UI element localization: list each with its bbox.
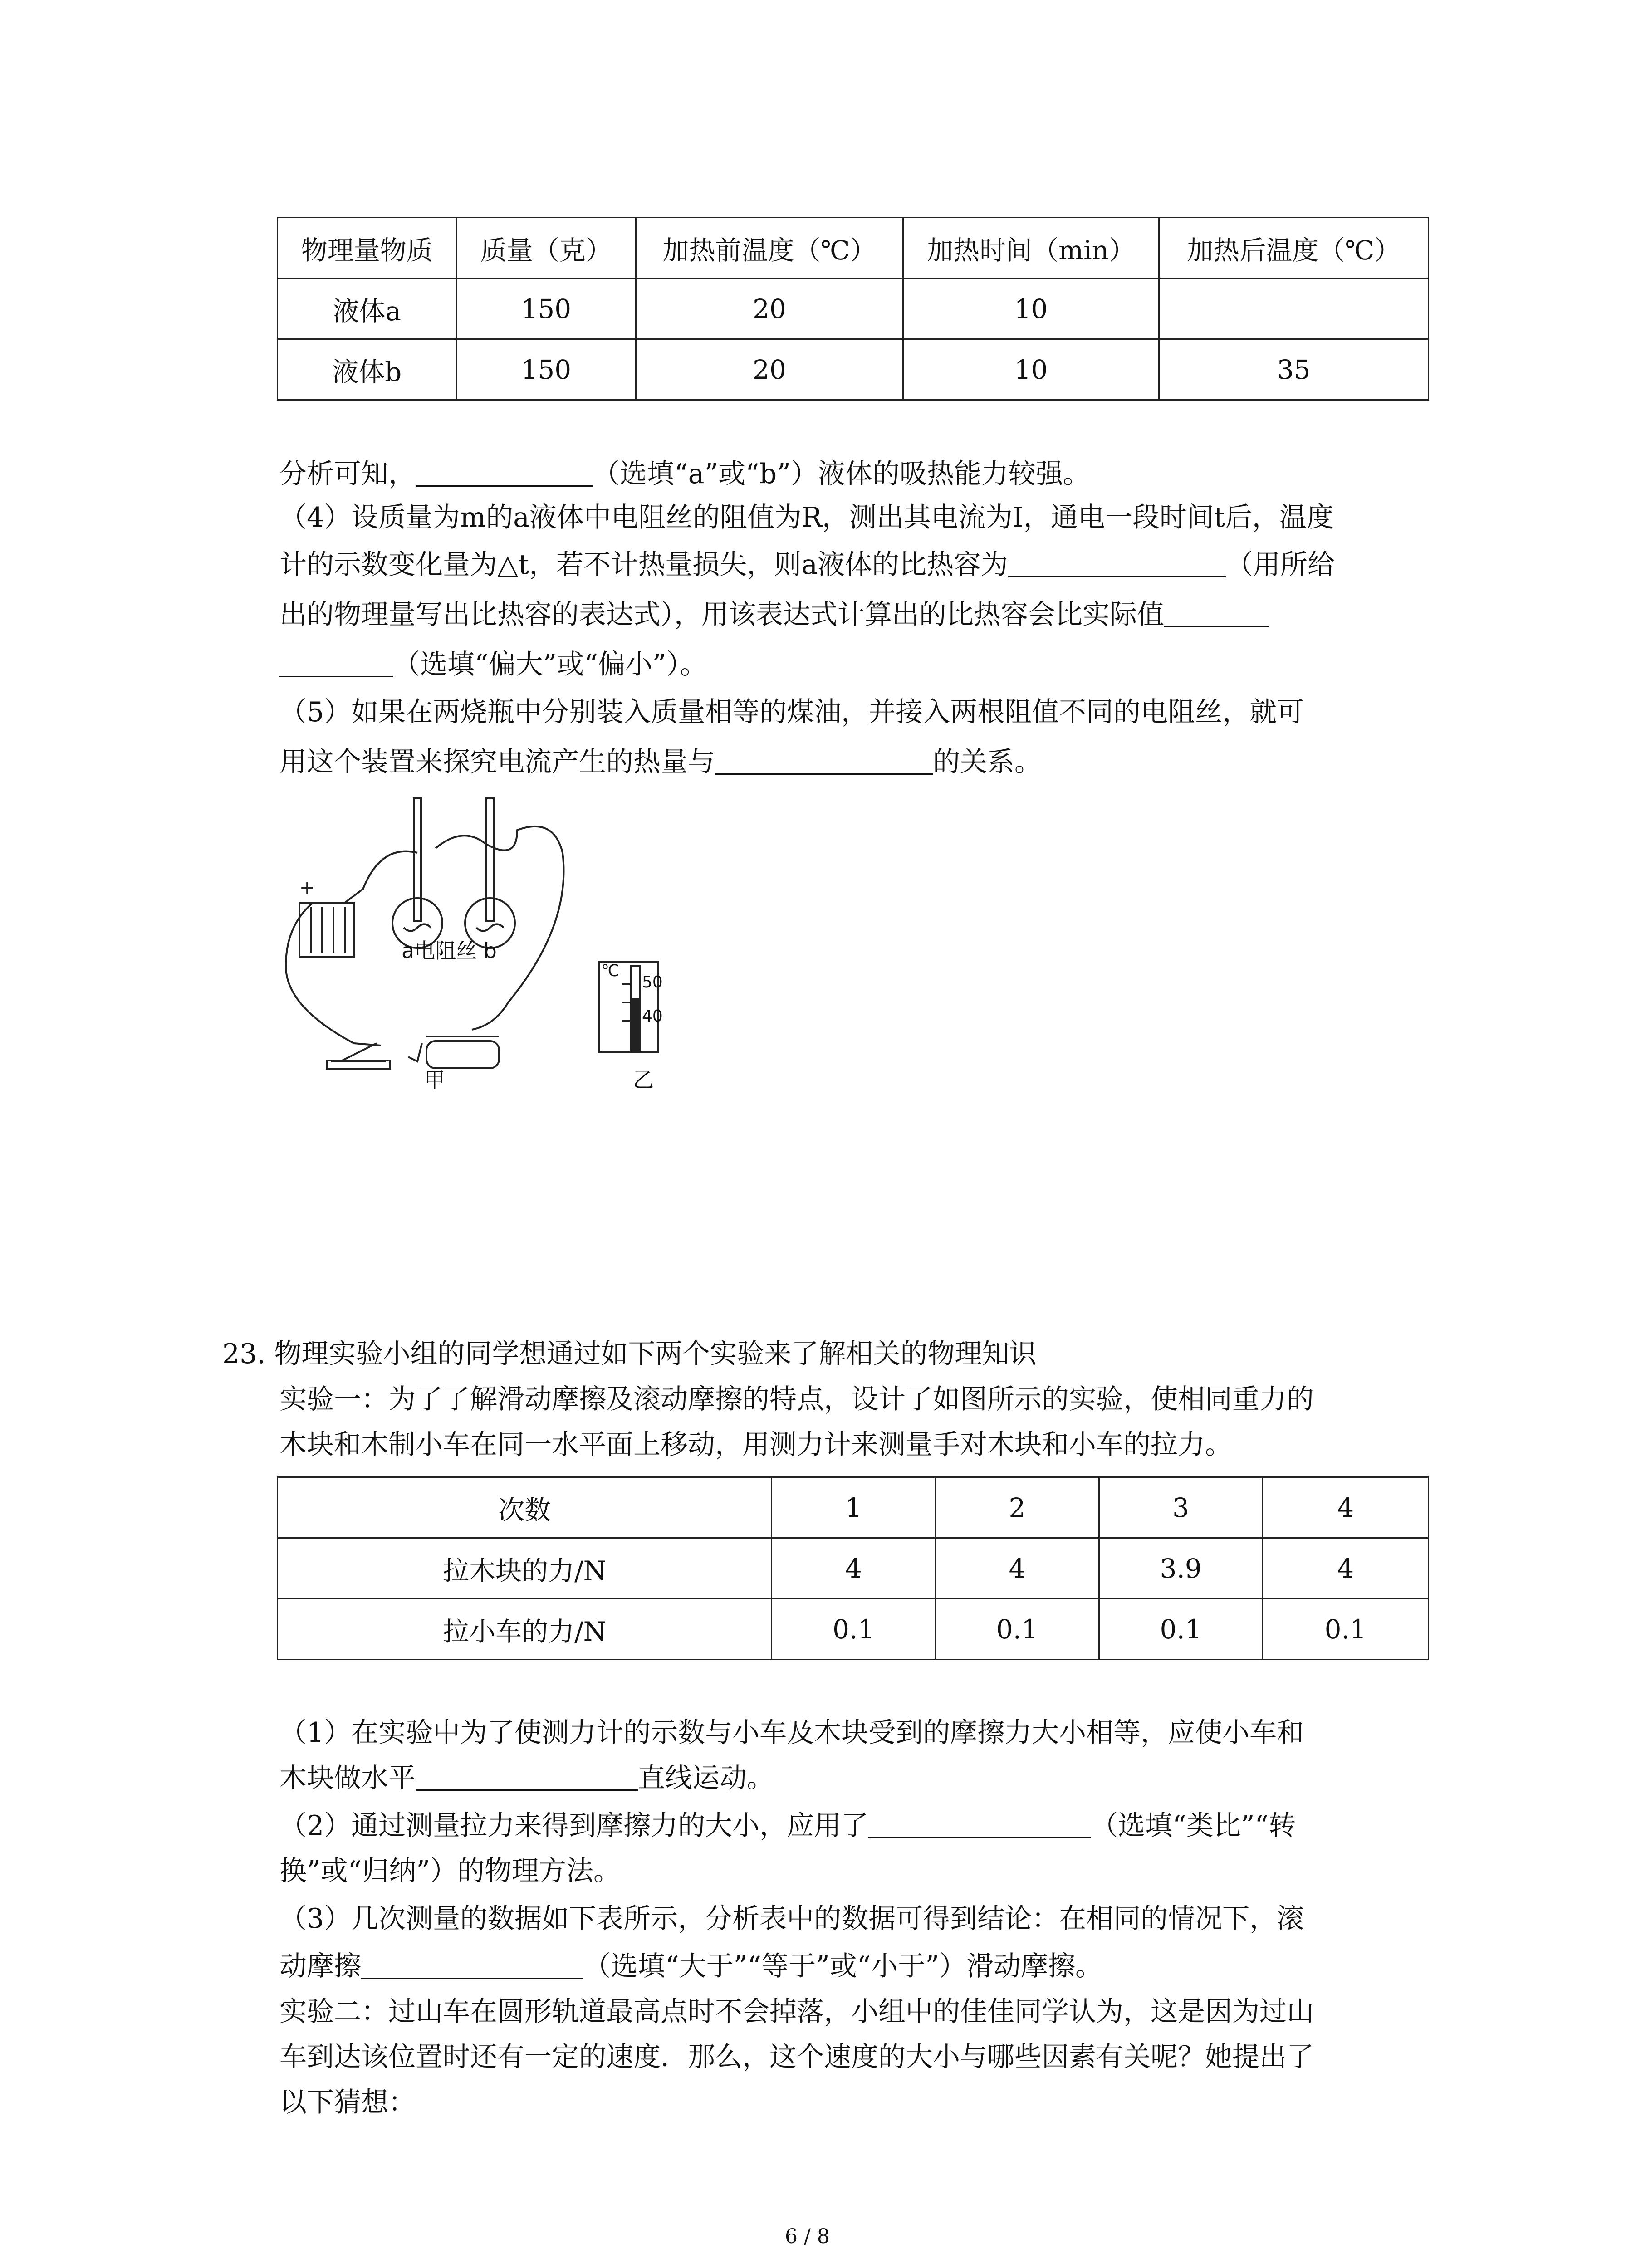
table-cell: 10 xyxy=(903,339,1159,400)
resistor-label: a电阻丝 b xyxy=(402,938,497,963)
table-cell: 拉木块的力/N xyxy=(278,1538,772,1599)
q23-p2-line-1 xyxy=(279,1805,1296,1846)
q23-p2-text-b: （选填“类比”“转 xyxy=(1091,1810,1296,1842)
answer-blank[interactable] xyxy=(361,1950,583,1979)
battery-plus-sign: + xyxy=(299,877,315,898)
q3-line xyxy=(279,454,1090,494)
q3-text-a: 分析可知， xyxy=(279,458,416,490)
table-header-cell: 加热后温度（℃） xyxy=(1159,218,1429,279)
table-row xyxy=(278,279,1429,339)
table-cell: 0.1 xyxy=(1099,1599,1263,1660)
table-cell: 150 xyxy=(456,279,636,339)
q23-exp2-line-1: 实验二：过山车在圆形轨道最高点时不会掉落，小组中的佳佳同学认为，这是因为过山 xyxy=(279,1996,1314,2028)
q23-p3-line-1: （3）几次测量的数据如下表所示，分析表中的数据可得到结论：在相同的情况下，滚 xyxy=(279,1903,1304,1935)
figure-label-yi: 乙 xyxy=(633,1068,654,1092)
q23-p2-line-2: 换”或“归纳”）的物理方法。 xyxy=(279,1855,621,1887)
table-cell: 10 xyxy=(903,279,1159,339)
q23-p2-text-a: （2）通过测量拉力来得到摩擦力的大小，应用了 xyxy=(279,1810,869,1842)
table-cell: 4 xyxy=(936,1538,1099,1599)
answer-blank[interactable] xyxy=(868,1810,1091,1838)
q23-title: 23. 物理实验小组的同学想通过如下两个实验来了解相关的物理知识 xyxy=(222,1338,1037,1370)
q23-p3-text-a: 动摩擦 xyxy=(279,1950,361,1982)
table-header-cell: 3 xyxy=(1099,1477,1263,1538)
resistor-b xyxy=(476,924,504,931)
liquid-heating-table xyxy=(277,217,1429,401)
wire xyxy=(408,1043,422,1061)
table-header-row xyxy=(278,1477,1429,1538)
experiment-figure xyxy=(272,789,726,1089)
q4-line-3 xyxy=(279,594,1269,635)
table-cell: 35 xyxy=(1159,339,1429,400)
q4-text-d: （选填“偏大”或“偏小”）。 xyxy=(393,649,707,680)
q4-text-b: （用所给 xyxy=(1226,549,1335,581)
table-header-cell: 物理量物质 xyxy=(278,218,456,279)
thermometer-tick-50: 50 xyxy=(642,973,663,992)
q4-text-a: 计的示数变化量为△t，若不计热量损失，则a液体的比热容为 xyxy=(279,549,1009,581)
q23-exp1-line-2: 木块和木制小车在同一水平面上移动，用测力计来测量手对木块和小车的拉力。 xyxy=(279,1429,1232,1461)
table-header-cell: 4 xyxy=(1263,1477,1429,1538)
q4-text-c: 出的物理量写出比热容的表达式），用该表达式计算出的比热容会比实际值 xyxy=(279,599,1164,631)
q5-text-a: 用这个装置来探究电流产生的热量与 xyxy=(279,746,715,778)
q5-text-b: 的关系。 xyxy=(933,746,1042,778)
answer-blank[interactable] xyxy=(715,746,933,775)
q23-exp2-line-3: 以下猜想： xyxy=(279,2087,416,2118)
table-cell: 液体a xyxy=(278,279,456,339)
wire xyxy=(436,826,564,1030)
q23-p1-text-a: 木块做水平 xyxy=(279,1762,416,1794)
q23-p1-line-1: （1）在实验中为了使测力计的示数与小车及木块受到的摩擦力大小相等，应使小车和 xyxy=(279,1717,1304,1749)
q5-line-1: （5）如果在两烧瓶中分别装入质量相等的煤油，并接入两根阻值不同的电阻丝，就可 xyxy=(279,696,1304,728)
q4-line-4 xyxy=(279,644,707,685)
q4-line-2 xyxy=(279,544,1335,585)
table-header-cell: 次数 xyxy=(278,1477,772,1538)
q23-exp1-line-1: 实验一：为了了解滑动摩擦及滚动摩擦的特点，设计了如图所示的实验，使相同重力的 xyxy=(279,1383,1314,1415)
thermometer-unit: ℃ xyxy=(601,962,620,980)
table-cell: 0.1 xyxy=(1263,1599,1429,1660)
answer-blank[interactable] xyxy=(1164,599,1269,627)
q5-line-2 xyxy=(279,742,1042,782)
resistor-a xyxy=(404,924,431,931)
table-header-cell: 2 xyxy=(936,1477,1099,1538)
q23-p3-line-2 xyxy=(279,1946,1102,1987)
table-cell: 0.1 xyxy=(772,1599,936,1660)
thermometer-tick-40: 40 xyxy=(642,1007,663,1026)
table-cell: 液体b xyxy=(278,339,456,400)
table-row xyxy=(278,1599,1429,1660)
table-cell: 4 xyxy=(772,1538,936,1599)
table-cell xyxy=(1159,279,1429,339)
table-cell: 150 xyxy=(456,339,636,400)
answer-blank[interactable] xyxy=(416,458,593,487)
thermometer-yi-mercury xyxy=(632,998,639,1052)
page-number: 6 / 8 xyxy=(785,2225,830,2248)
friction-table xyxy=(277,1476,1429,1660)
figure-label-jia: 甲 xyxy=(424,1068,445,1092)
q23-exp2-line-2: 车到达该位置时还有一定的速度．那么，这个速度的大小与哪些因素有关呢？她提出了 xyxy=(279,2041,1314,2073)
table-cell: 0.1 xyxy=(936,1599,1099,1660)
table-cell: 20 xyxy=(636,339,903,400)
answer-blank[interactable] xyxy=(279,649,393,677)
table-row xyxy=(278,1538,1429,1599)
table-cell: 4 xyxy=(1263,1538,1429,1599)
thermometer-b xyxy=(486,798,494,921)
table-header-cell: 加热时间（min） xyxy=(903,218,1159,279)
table-header-cell: 1 xyxy=(772,1477,936,1538)
answer-blank[interactable] xyxy=(1008,549,1226,577)
answer-blank[interactable] xyxy=(416,1762,638,1791)
table-cell: 3.9 xyxy=(1099,1538,1263,1599)
table-cell: 拉小车的力/N xyxy=(278,1599,772,1660)
q23-p1-text-b: 直线运动。 xyxy=(638,1762,774,1794)
table-cell: 20 xyxy=(636,279,903,339)
q3-text-b: （选填“a”或“b”）液体的吸热能力较强。 xyxy=(593,458,1090,490)
table-header-cell: 加热前温度（℃） xyxy=(636,218,903,279)
q4-line-1: （4）设质量为m的a液体中电阻丝的阻值为R，测出其电流为I，通电一段时间t后，温度 xyxy=(279,502,1334,533)
wire xyxy=(345,851,417,903)
table-header-cell: 质量（克） xyxy=(456,218,636,279)
q23-p3-text-b: （选填“大于”“等于”或“小于”）滑动摩擦。 xyxy=(583,1950,1103,1982)
thermometer-a xyxy=(414,798,421,921)
table-header-row xyxy=(278,218,1429,279)
table-row xyxy=(278,339,1429,400)
q23-p1-line-2 xyxy=(279,1758,774,1799)
